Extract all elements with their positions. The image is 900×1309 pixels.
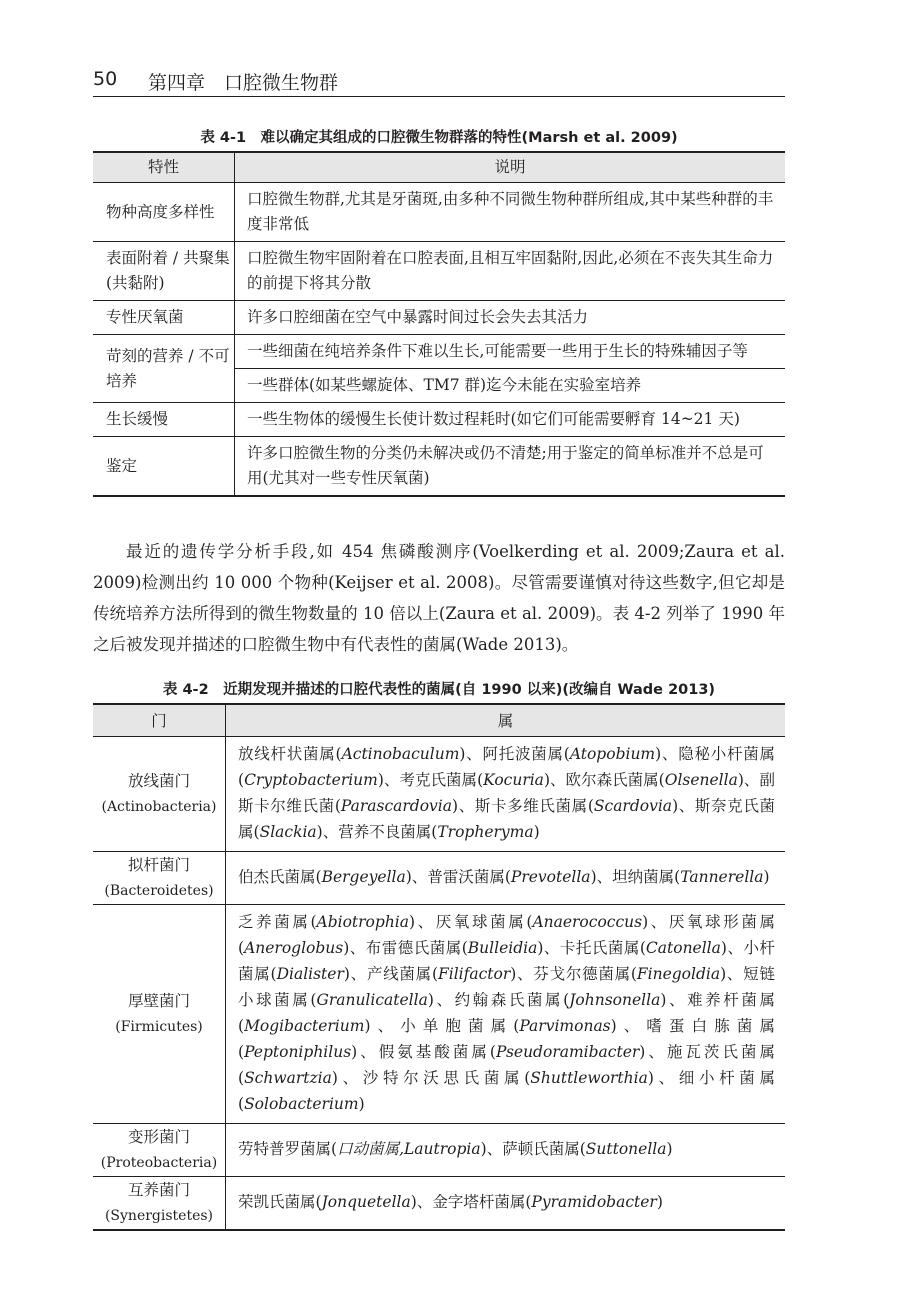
genus-latin-name: Mogibacterium: [244, 1017, 365, 1035]
genus-chinese-name: 劳特普罗菌属: [238, 1140, 332, 1158]
genus-latin-name: Abiotrophia: [316, 913, 409, 931]
genera-cell: 伯杰氏菌属(Bergeyella)、普雷沃菌属(Prevotella)、坦纳菌属(Tannerella): [226, 852, 786, 905]
genus-chinese-name: 萨顿氏菌属: [502, 1140, 580, 1158]
genus-latin-name: Parascardovia: [340, 797, 453, 815]
genus-latin-name: Actinobaculum: [341, 745, 460, 763]
table-row: [93, 1124, 785, 1177]
genus-chinese-name: 副斯卡尔维氏菌: [238, 771, 775, 815]
genus-chinese-name: 施瓦茨氏菌属: [666, 1043, 775, 1061]
genus-latin-name: Atopobium: [569, 745, 656, 763]
genus-chinese-name: 隐秘小杆菌属: [678, 745, 775, 763]
body-paragraph: 最近的遗传学分析手段,如 454 焦磷酸测序(Voelkerding et al. 2009;Zaura et al. 2009)检测出约 10 000 个物种(Keijser et al. 2008)。尽管需要谨慎对待这些数字,但它却是传统培养方法所得到的微生物数量的 10 倍以上(Zaura et al. 2009)。表 4-2 列举了 1990 年之后被发现并描述的口腔微生物中有代表性的菌属(Wade 2013)。: [93, 542, 785, 654]
table-4-1-caption: 表 4-1 难以确定其组成的口腔微生物群落的特性(Marsh et al. 2009): [200, 130, 678, 146]
trait-cell: 物种高度多样性: [93, 183, 235, 242]
genus-latin-name: Granulicatella: [316, 991, 428, 1009]
genus-latin-name: Filifactor: [438, 965, 511, 983]
genus-latin-name: Johnsonella: [569, 991, 661, 1009]
genus-latin-name: Peptoniphilus: [244, 1043, 352, 1061]
table-row: [93, 437, 785, 497]
phylum-chinese-name: 放线菌门: [127, 772, 190, 790]
description-cell: 口腔微生物群,尤其是牙菌斑,由多种不同微生物种群所组成,其中某些种群的丰度非常低: [235, 183, 786, 242]
phylum-chinese-name: 互养菌门: [127, 1181, 190, 1199]
genera-cell: 乏养菌属(Abiotrophia)、厌氧球菌属(Anaerococcus)、厌氧球形菌属(Aneroglobus)、布雷德氏菌属(Bulleidia)、卡托氏菌属(Catonella)、小杆菌属(Dialister)、产线菌属(Filifactor)、芬戈尔德菌属(Finegoldia)、短链小球菌属(Granulicatella)、约翰森氏菌属(Johnsonella)、难养杆菌属(Mogibacterium)、小单胞菌属(Parvimonas)、嗜蛋白胨菌属(Peptoniphilus)、假氨基酸菌属(Pseudoramibacter)、施瓦茨氏菌属(Schwartzia)、沙特尔沃思氏菌属(Shuttleworthia)、细小杆菌属(Solobacterium): [226, 905, 786, 1124]
phylum-cell: [93, 737, 226, 852]
trait-cell: 表面附着 / 共聚集(共黏附): [93, 242, 235, 301]
trait-cell: 苛刻的营养 / 不可培养: [93, 335, 235, 403]
genus-latin-name: Bergeyella: [321, 868, 406, 886]
table-4-1: [93, 151, 785, 497]
description-cell: 一些生物体的缓慢生长使计数过程耗时(如它们可能需要孵育 14~21 天): [235, 403, 786, 437]
table-4-2: [93, 703, 785, 1231]
genus-chinese-name: 卡托氏菌属: [559, 939, 640, 957]
table-row: [93, 301, 785, 335]
genus-latin-name: Schwartzia: [244, 1069, 332, 1087]
description-cell: 许多口腔微生物的分类仍未解决或仍不清楚;用于鉴定的简单标准并不总是可用(尤其对一些专性厌氧菌): [247, 444, 764, 487]
phylum-cell: [93, 1124, 226, 1177]
genus-latin-name: Olsenella: [664, 771, 738, 789]
genus-chinese-name: 金字塔杆菌属: [432, 1193, 526, 1211]
genus-chinese-name: 小杆菌属: [238, 939, 775, 983]
genus-chinese-name: 伯杰氏菌属: [238, 868, 316, 886]
phylum-latin-name: (Actinobacteria): [101, 799, 217, 815]
genus-latin-name: Tropheryma: [437, 823, 534, 841]
genus-chinese-name: 营养不良菌属: [338, 823, 432, 841]
column-header-phylum: 门: [93, 704, 226, 737]
column-header-trait: 特性: [93, 152, 235, 183]
genus-latin-name: 口动菌属,Lautropia: [337, 1140, 481, 1158]
phylum-chinese-name: 拟杆菌门: [127, 856, 190, 874]
page-number: 50: [93, 68, 118, 90]
genus-chinese-name: 短链小球菌属: [238, 965, 775, 1009]
genus-latin-name: Solobacterium: [244, 1095, 359, 1113]
phylum-latin-name: (Proteobacteria): [100, 1155, 218, 1171]
genus-latin-name: Anaerococcus: [532, 913, 643, 931]
trait-cell: 专性厌氧菌: [93, 301, 235, 335]
table-row: [93, 183, 785, 242]
genus-chinese-name: 难养杆菌属: [687, 991, 775, 1009]
genus-chinese-name: 阿托波菌属: [482, 745, 564, 763]
genus-latin-name: Pseudoramibacter: [495, 1043, 640, 1061]
table-row: [93, 242, 785, 301]
genus-chinese-name: 细小杆菌属: [678, 1069, 775, 1087]
genera-cell: 荣凯氏菌属(Jonquetella)、金字塔杆菌属(Pyramidobacter): [238, 1193, 663, 1211]
genus-chinese-name: 厌氧球形菌属: [668, 913, 775, 931]
genus-chinese-name: 产线菌属: [366, 965, 432, 983]
phylum-cell: [93, 905, 226, 1124]
phylum-cell: [93, 1177, 226, 1231]
table-4-2-caption: 表 4-2 近期发现并描述的口腔代表性的菌属(自 1990 以来)(改编自 Wade 2013): [162, 682, 716, 698]
genus-chinese-name: 乏养菌属: [238, 913, 311, 931]
genus-latin-name: Catonella: [645, 939, 721, 957]
genus-chinese-name: 荣凯氏菌属: [238, 1193, 316, 1211]
genus-chinese-name: 芬戈尔德菌属: [533, 965, 631, 983]
phylum-latin-name: (Firmicutes): [115, 1019, 203, 1035]
genus-latin-name: Dialister: [276, 965, 344, 983]
genus-latin-name: Shuttleworthia: [530, 1069, 648, 1087]
column-header-description: 说明: [235, 152, 786, 183]
genus-chinese-name: 沙特尔沃思氏菌属: [362, 1069, 525, 1087]
genus-latin-name: Slackia: [259, 823, 317, 841]
phylum-latin-name: (Synergistetes): [104, 1208, 214, 1224]
table-row: [93, 905, 785, 1124]
genus-latin-name: Pyramidobacter: [531, 1193, 657, 1211]
table-row: [93, 335, 785, 369]
table-row: [93, 1177, 785, 1231]
description-cell: 一些群体(如某些螺旋体、TM7 群)迄今未能在实验室培养: [235, 369, 786, 403]
genus-latin-name: Kocuria: [483, 771, 544, 789]
genus-chinese-name: 普雷沃菌属: [427, 868, 505, 886]
phylum-chinese-name: 厚壁菌门: [127, 992, 190, 1010]
genus-chinese-name: 嗜蛋白胨菌属: [646, 1017, 775, 1035]
genus-latin-name: Finegoldia: [636, 965, 721, 983]
genus-chinese-name: 斯卡多维氏菌属: [474, 797, 588, 815]
genus-latin-name: Bulleidia: [467, 939, 538, 957]
trait-cell: 鉴定: [93, 437, 235, 497]
description-cell: 一些细菌在纯培养条件下难以生长,可能需要一些用于生长的特殊辅因子等: [235, 335, 786, 369]
phylum-cell: [93, 852, 226, 905]
genus-chinese-name: 约翰森氏菌属: [454, 991, 564, 1009]
genus-latin-name: Parvimonas: [519, 1017, 611, 1035]
genus-chinese-name: 小单胞菌属: [400, 1017, 514, 1035]
chapter-title: 第四章 口腔微生物群: [148, 72, 339, 94]
genus-chinese-name: 假氨基酸菌属: [378, 1043, 490, 1061]
genus-chinese-name: 厌氧球菌属: [435, 913, 527, 931]
description-cell: 许多口腔细菌在空气中暴露时间过长会失去其活力: [235, 301, 786, 335]
genus-latin-name: Aneroglobus: [244, 939, 344, 957]
genus-latin-name: Scardovia: [593, 797, 673, 815]
genus-chinese-name: 布雷德氏菌属: [365, 939, 462, 957]
table-row: [93, 852, 785, 905]
genus-latin-name: Jonquetella: [321, 1193, 411, 1211]
genus-latin-name: Cryptobacterium: [244, 771, 378, 789]
genus-chinese-name: 坦纳菌属: [612, 868, 675, 886]
column-header-genus: 属: [226, 704, 786, 737]
trait-cell: 生长缓慢: [93, 403, 235, 437]
phylum-chinese-name: 变形菌门: [127, 1128, 190, 1146]
genus-chinese-name: 考克氏菌属: [399, 771, 478, 789]
genus-chinese-name: 欧尔森氏菌属: [565, 771, 659, 789]
genus-latin-name: Suttonella: [585, 1140, 667, 1158]
genus-chinese-name: 斯奈克氏菌属: [238, 797, 775, 841]
genus-latin-name: Prevotella: [510, 868, 591, 886]
genus-latin-name: Tannerella: [680, 868, 764, 886]
genera-cell: 劳特普罗菌属(口动菌属,Lautropia)、萨顿氏菌属(Suttonella): [226, 1124, 786, 1177]
phylum-latin-name: (Bacteroidetes): [104, 883, 214, 899]
table-row: [93, 737, 785, 852]
table-row: [93, 403, 785, 437]
description-cell: 口腔微生物牢固附着在口腔表面,且相互牢固黏附,因此,必须在不丧失其生命力的前提下将其分散: [235, 242, 786, 301]
genus-chinese-name: 放线杆状菌属: [238, 745, 336, 763]
genera-cell: 放线杆状菌属(Actinobaculum)、阿托波菌属(Atopobium)、隐秘小杆菌属(Cryptobacterium)、考克氏菌属(Kocuria)、欧尔森氏菌属(Olsenella)、副斯卡尔维氏菌(Parascardovia)、斯卡多维氏菌属(Scardovia)、斯奈克氏菌属(Slackia)、营养不良菌属(Tropheryma): [226, 737, 786, 852]
page-header: [93, 66, 785, 97]
